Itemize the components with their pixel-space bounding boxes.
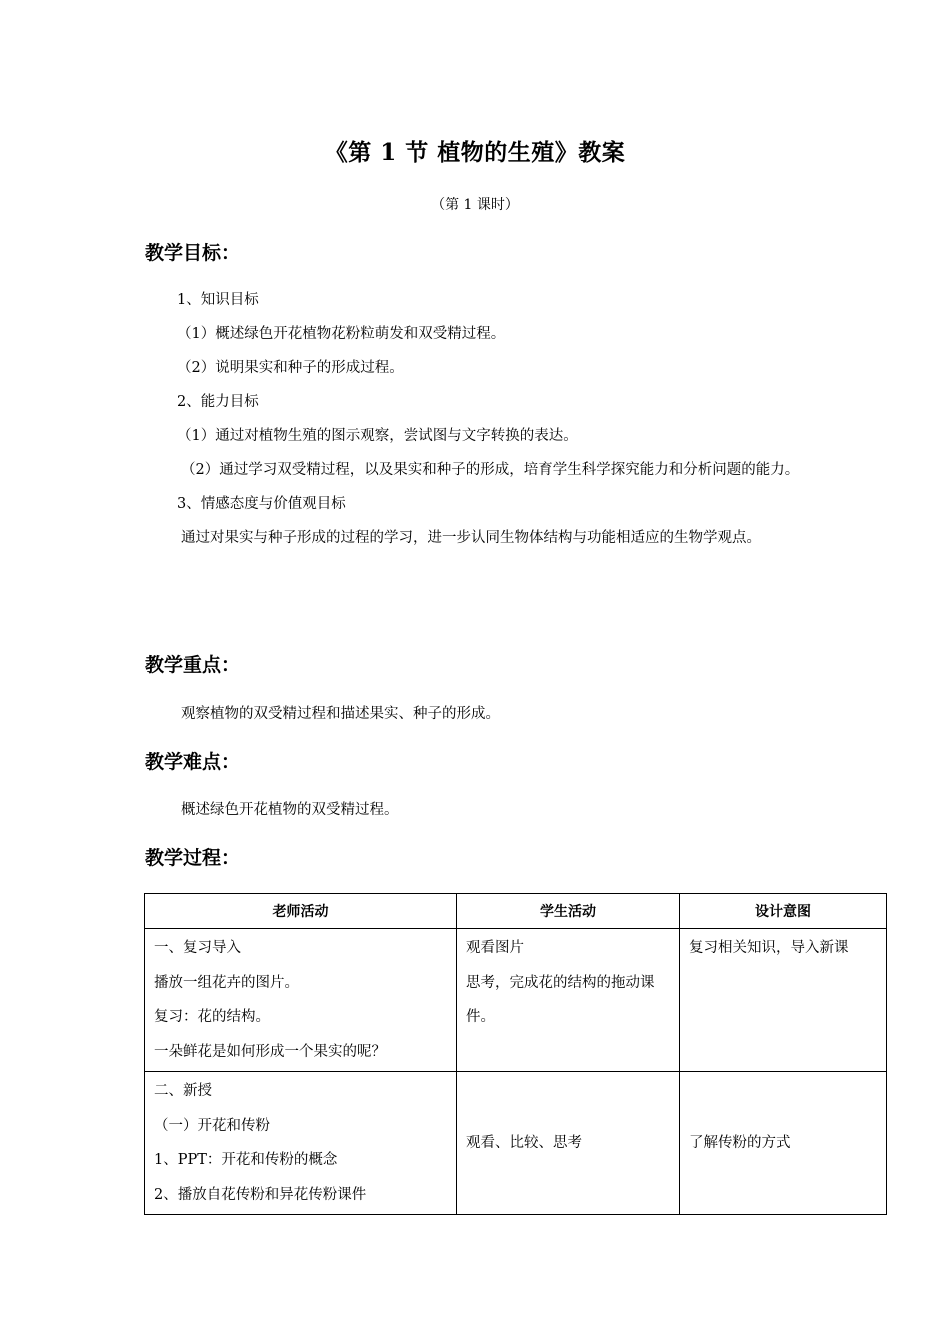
difficulties-heading: 教学难点： [145, 751, 241, 773]
objective-line: （1）通过对植物生殖的图示观察，尝试图与文字转换的表达。 [177, 428, 578, 444]
objectives-body [145, 283, 810, 555]
student-cell [457, 929, 680, 1072]
objective-line: （1）概述绿色开花植物花粉粒萌发和双受精过程。 [177, 326, 506, 342]
cell-line: 二、新授 [154, 1083, 212, 1099]
column-header-student: 学生活动 [457, 894, 680, 929]
cell-line: 2、播放自花传粉和异花传粉课件 [154, 1186, 367, 1203]
document-title: 《第 1 节 植物的生殖》教案 [324, 139, 626, 166]
cell-line: 1、PPT：开花和传粉的概念 [154, 1152, 338, 1168]
cell-line: 复习：花的结构。 [154, 1009, 270, 1025]
intent-cell [680, 1072, 887, 1215]
process-heading: 教学过程： [145, 847, 241, 869]
cell-line: 复习相关知识，导入新课 [689, 940, 849, 956]
cell-line: 播放一组花卉的图片。 [154, 974, 299, 991]
objective-line: 通过对果实与种子形成的过程的学习，进一步认同生物体结构与功能相适应的生物学观点。 [181, 530, 761, 546]
difficulties-text: 概述绿色开花植物的双受精过程。 [181, 802, 399, 818]
cell-line: 一朵鲜花是如何形成一个果实的呢？ [154, 1043, 386, 1060]
table-header-row [145, 894, 887, 929]
key-points-body [145, 697, 810, 731]
objective-line: （2）通过学习双受精过程，以及果实和种子的形成，培育学生科学探究能力和分析问题的能力。 [181, 462, 800, 478]
process-table [144, 893, 887, 1215]
intent-cell [680, 929, 887, 1072]
lesson-period: （第 1 课时） [431, 197, 519, 213]
table-row [145, 929, 887, 1072]
key-points-heading: 教学重点： [145, 654, 241, 676]
cell-line: 一、复习导入 [154, 940, 241, 956]
teacher-cell [145, 1072, 457, 1215]
objective-line: （2）说明果实和种子的形成过程。 [177, 360, 404, 376]
student-cell [457, 1072, 680, 1215]
cell-line: 观看、比较、思考 [466, 1134, 582, 1151]
cell-line: 观看图片 [466, 940, 524, 956]
difficulties-body [145, 793, 810, 827]
key-points-text: 观察植物的双受精过程和描述果实、种子的形成。 [181, 706, 500, 722]
cell-line: 了解传粉的方式 [689, 1134, 791, 1151]
teacher-cell [145, 929, 457, 1072]
column-header-teacher: 老师活动 [145, 894, 457, 929]
objective-line: 1、知识目标 [177, 292, 259, 308]
objective-line: 2、能力目标 [177, 394, 259, 410]
table-row [145, 1072, 887, 1215]
objective-line: 3、情感态度与价值观目标 [177, 496, 346, 512]
objectives-heading: 教学目标： [145, 242, 241, 264]
cell-line: 思考，完成花的结构的拖动课件。 [466, 974, 655, 1025]
column-header-intent: 设计意图 [680, 894, 887, 929]
cell-line: （一）开花和传粉 [154, 1117, 270, 1134]
